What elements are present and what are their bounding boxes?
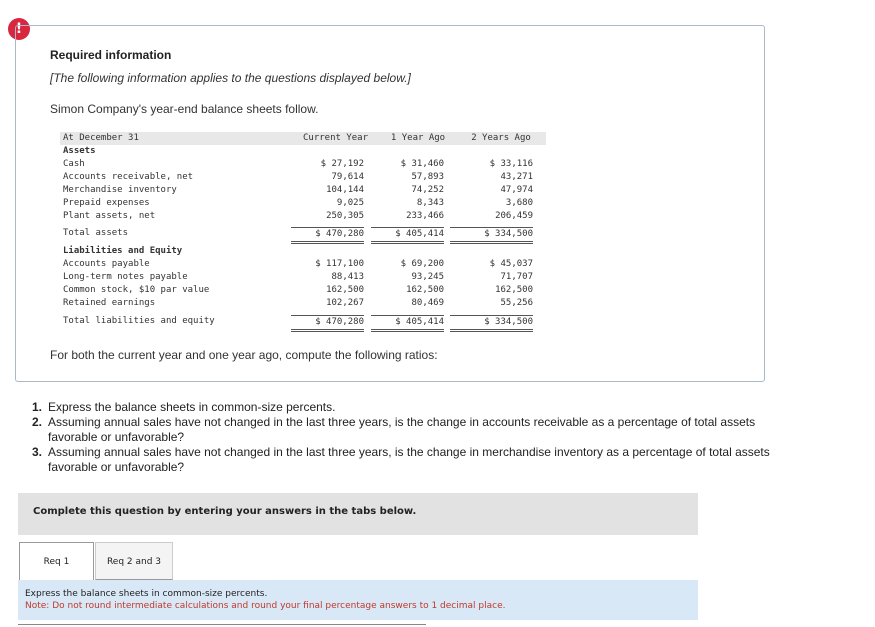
header-2-years-ago: 2 Years Ago [471, 133, 531, 143]
row-label: Plant assets, net [63, 211, 156, 221]
row-label: Prepaid expenses [63, 198, 150, 208]
table-header-row [60, 132, 546, 145]
row-value-1-year-ago: $ 31,460 [400, 159, 444, 169]
table-row [60, 158, 546, 171]
row-label: Common stock, $10 par value [63, 285, 210, 295]
header-1-year-ago: 1 Year Ago [390, 133, 446, 143]
row-value-current-year: 79,614 [331, 172, 364, 182]
question-number: 2. [32, 415, 43, 429]
row-value-2-years-ago: 55,256 [500, 298, 533, 308]
header-current-year: Current Year [302, 133, 369, 143]
table-row [60, 184, 546, 197]
row-value-current-year: 250,305 [326, 211, 364, 221]
total-liab-row [60, 315, 546, 328]
row-value-2-years-ago: 71,707 [500, 272, 533, 282]
table-row [60, 171, 546, 184]
alert-icon: ! [8, 18, 30, 40]
table-row [60, 210, 546, 223]
question-text: Express the balance sheets in common-size percents. [48, 400, 336, 414]
row-value-1-year-ago: 93,245 [411, 272, 444, 282]
row-value-2-years-ago: 47,974 [500, 185, 533, 195]
row-value-current-year: $ 117,100 [315, 259, 364, 269]
row-label: Accounts payable [63, 259, 150, 269]
total-liab-label: Total liabilities and equity [63, 316, 215, 326]
total-liab-v1: $ 470,280 [291, 315, 364, 332]
complete-text: Complete this question by entering your answers in the tabs below. [33, 506, 417, 517]
total-assets-v1: $ 470,280 [291, 227, 364, 244]
question-number: 3. [32, 445, 43, 459]
row-value-2-years-ago: 3,680 [505, 198, 533, 208]
row-value-2-years-ago: 206,459 [495, 211, 533, 221]
total-liab-v3: $ 334,500 [450, 315, 533, 332]
row-label: Long-term notes payable [63, 272, 188, 282]
question-2 [32, 415, 772, 445]
total-liab-v2: $ 405,414 [371, 315, 444, 332]
header-label: At December 31 [63, 133, 139, 143]
info-footer: For both the current year and one year ago, compute the following ratios: [50, 348, 438, 362]
row-value-1-year-ago: 233,466 [406, 211, 444, 221]
total-assets-row [60, 227, 546, 240]
row-value-1-year-ago: 57,893 [411, 172, 444, 182]
row-value-1-year-ago: 162,500 [406, 285, 444, 295]
question-text: Assuming annual sales have not changed in the last three years, is the change in merchandise inventory as a percentage of total assets favorable or unfavorable? [48, 445, 770, 474]
row-label: Accounts receivable, net [63, 172, 194, 182]
assets-heading-row [60, 145, 546, 158]
row-value-1-year-ago: 80,469 [411, 298, 444, 308]
instruction-note: Note: Do not round intermediate calculations and round your final percentage answers to 1 decimal place. [25, 601, 506, 611]
row-value-2-years-ago: 162,500 [495, 285, 533, 295]
row-value-2-years-ago: 43,271 [500, 172, 533, 182]
required-information-panel [15, 25, 765, 382]
question-number: 1. [32, 400, 43, 414]
table-row [60, 297, 546, 310]
liab-heading-row [60, 245, 546, 258]
question-text: Assuming annual sales have not changed in the last three years, is the change in accounts receivable as a percentage of total assets favorable or unfavorable? [48, 415, 756, 444]
tab-req-2-and-3[interactable]: Req 2 and 3 [95, 542, 173, 580]
divider [18, 624, 426, 625]
row-value-1-year-ago: $ 69,200 [400, 259, 444, 269]
table-row [60, 284, 546, 297]
liabilities-heading: Liabilities and Equity [63, 246, 183, 256]
tab-instructions [18, 580, 698, 620]
info-note: [The following information applies to the questions displayed below.] [50, 71, 411, 85]
tab-req-1[interactable]: Req 1 [19, 542, 94, 580]
row-label: Cash [63, 159, 85, 169]
total-assets-v2: $ 405,414 [371, 227, 444, 244]
table-row [60, 271, 546, 284]
table-row [60, 258, 546, 271]
table-row [60, 197, 546, 210]
row-value-1-year-ago: 8,343 [416, 198, 444, 208]
question-3 [32, 445, 772, 475]
row-value-current-year: 162,500 [326, 285, 364, 295]
question-1 [32, 400, 772, 415]
row-value-2-years-ago: $ 45,037 [489, 259, 533, 269]
row-value-2-years-ago: $ 33,116 [489, 159, 533, 169]
row-label: Retained earnings [63, 298, 156, 308]
total-assets-label: Total assets [63, 228, 129, 238]
row-value-current-year: $ 27,192 [320, 159, 364, 169]
instruction-main: Express the balance sheets in common-size percents. [25, 589, 268, 599]
complete-instructions-bar [18, 493, 698, 535]
row-value-current-year: 104,144 [326, 185, 364, 195]
row-label: Merchandise inventory [63, 185, 177, 195]
row-value-1-year-ago: 74,252 [411, 185, 444, 195]
info-intro: Simon Company's year-end balance sheets follow. [50, 102, 319, 116]
assets-heading: Assets [63, 146, 96, 156]
total-assets-v3: $ 334,500 [450, 227, 533, 244]
row-value-current-year: 9,025 [336, 198, 364, 208]
row-value-current-year: 102,267 [326, 298, 364, 308]
row-value-current-year: 88,413 [331, 272, 364, 282]
question-list [32, 400, 772, 475]
info-title: Required information [50, 48, 172, 62]
